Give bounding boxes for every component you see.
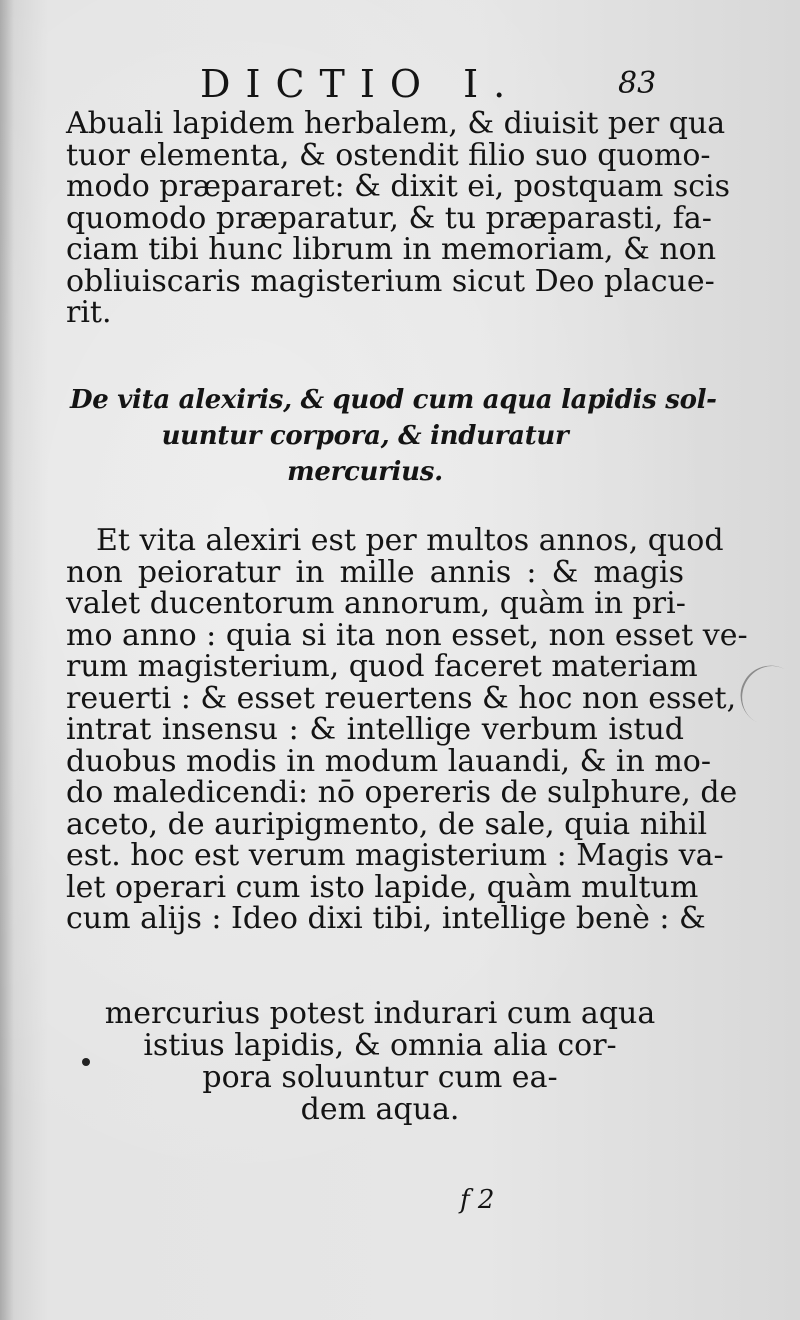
section-heading bbox=[70, 382, 717, 490]
text-line: ciam tibi hunc librum in memoriam, & non bbox=[66, 232, 717, 267]
text-line: tuor elementa, & ostendit filio suo quomo- bbox=[66, 137, 711, 173]
heading-line: De vita alexiris, & quod cum aqua lapidis sol- bbox=[70, 385, 717, 415]
text-line: duobus modis in modum lauandi, & in mo- bbox=[66, 743, 711, 779]
text-line: rit. bbox=[66, 295, 112, 330]
tail-line: istius lapidis, & omnia alia cor- bbox=[143, 1028, 617, 1063]
text-line: modo præpararet: & dixit ei, postquam scis bbox=[66, 169, 731, 204]
tail-line: pora soluuntur cum ea- bbox=[202, 1060, 558, 1095]
heading-line: uuntur corpora, & induratur bbox=[161, 421, 569, 451]
tail-line: mercurius potest indurari cum aqua bbox=[104, 996, 656, 1031]
text-line: aceto, de auripigmento, de sale, quia nihil bbox=[66, 806, 708, 842]
margin-mark bbox=[730, 655, 790, 725]
text-line: intrat insensu : & intellige verbum istud bbox=[66, 712, 684, 747]
text-line: do maledicendi: nō opereris de sulphure, de bbox=[66, 775, 738, 810]
text-line: reuerti : & esset reuertens & hoc non esset, bbox=[66, 680, 737, 716]
paragraph-2 bbox=[66, 523, 748, 936]
text-line: rum magisterium, quod faceret materiam bbox=[66, 649, 698, 684]
text-line: let operari cum isto lapide, quàm multum bbox=[66, 869, 699, 905]
page-header bbox=[0, 62, 800, 108]
heading-line: mercurius. bbox=[287, 457, 443, 487]
text-line: mo anno : quia si ita non esset, non esset ve- bbox=[66, 617, 748, 653]
text-line: quomodo præparatur, & tu præparasti, fa- bbox=[66, 200, 712, 236]
text-line: Et vita alexiri est per multos annos, quod bbox=[96, 523, 724, 558]
running-head: DICTIO I. bbox=[200, 62, 521, 106]
text-line: valet ducentorum annorum, quàm in pri- bbox=[66, 586, 686, 621]
folio-number: 83 bbox=[618, 66, 657, 101]
text-line: non peioratur in mille annis : & magis bbox=[66, 554, 684, 590]
ink-mark bbox=[82, 1058, 90, 1066]
signature-mark: f 2 bbox=[460, 1185, 495, 1215]
text-line: Abuali lapidem herbalem, & diuisit per qua bbox=[66, 106, 726, 141]
tailpiece-text bbox=[60, 998, 700, 1126]
paragraph-1 bbox=[66, 106, 731, 330]
page-edge-shadow bbox=[0, 0, 14, 1320]
tail-line: dem aqua. bbox=[300, 1092, 460, 1127]
text-line: est. hoc est verum magisterium : Magis va- bbox=[66, 838, 724, 873]
text-line: cum alijs : Ideo dixi tibi, intellige benè : & bbox=[66, 901, 706, 936]
text-line: obliuiscaris magisterium sicut Deo placue- bbox=[66, 263, 715, 299]
